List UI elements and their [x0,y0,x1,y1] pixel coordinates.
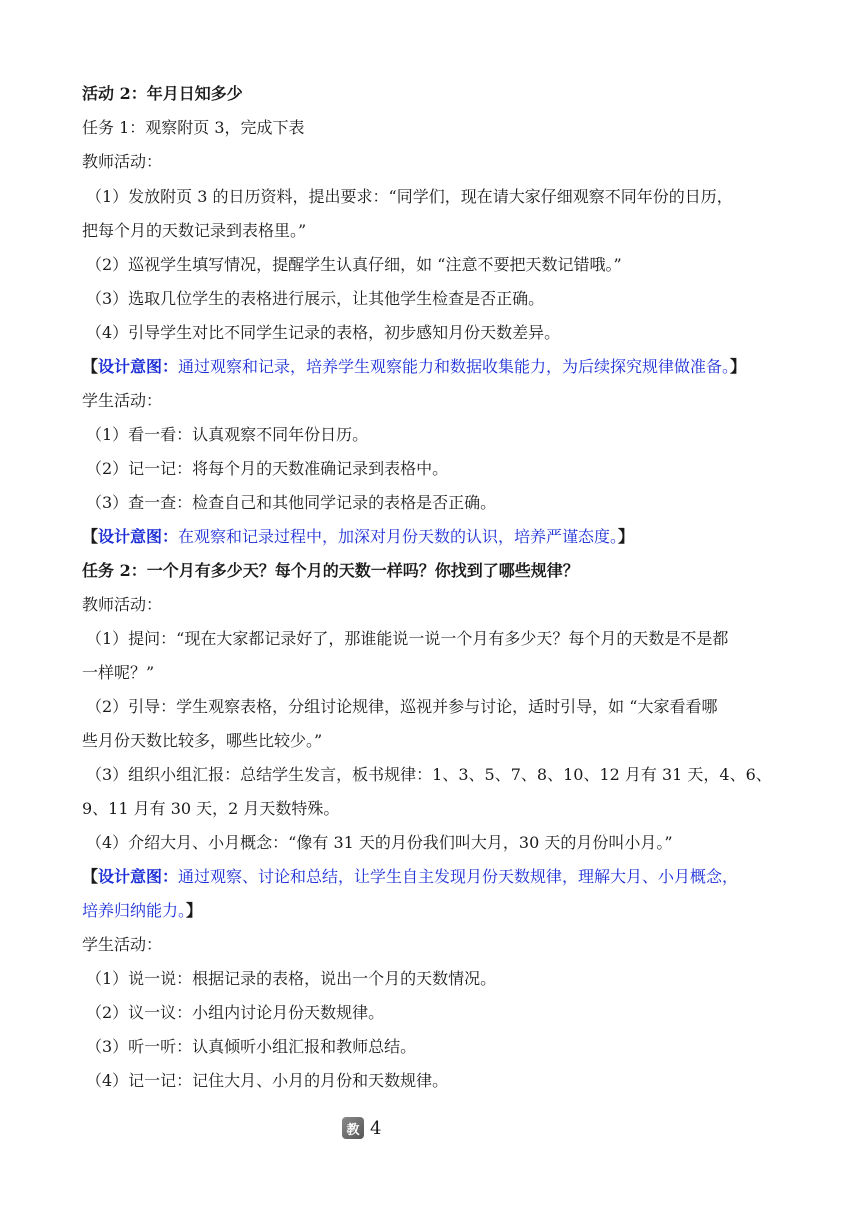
design-text: 通过观察、讨论和总结，让学生自主发现月份天数规律，理解大月、小月概念， [178,867,739,886]
task1-student-item: （2）记一记：将每个月的天数准确记录到表格中。 [86,459,449,478]
task1-student-item: （1）看一看：认真观察不同年份日历。 [86,425,369,444]
task1-title: 任务 1：观察附页 3，完成下表 [82,118,305,137]
task1-design-intent-2 [82,527,782,547]
design-bracket-close: 】 [730,357,747,376]
task2-student-item: （3）听一听：认真倾听小组汇报和教师总结。 [86,1037,417,1056]
task1-teacher-item: 把每个月的天数记录到表格里。” [82,221,307,240]
task2-student-item: （4）记一记：记住大月、小月的月份和天数规律。 [86,1071,449,1090]
design-label: 设计意图： [98,357,179,376]
task2-teacher-item: 9、11 月有 30 天，2 月天数特殊。 [82,799,340,818]
task1-teacher-item: （1）发放附页 3 的日历资料，提出要求：“同学们，现在请大家仔细观察不同年份的日历， [86,187,733,206]
task2-title: 任务 2：一个月有多少天？每个月的天数一样吗？你找到了哪些规律？ [82,561,579,580]
task2-teacher-item: 些月份天数比较多，哪些比较少。” [82,731,323,750]
task2-design-intent-cont [82,901,782,921]
page-footer [342,1115,381,1141]
task2-design-intent [82,867,782,887]
task1-student-label: 学生活动： [82,391,163,410]
design-bracket-open: 【 [82,527,99,546]
design-bracket-open: 【 [82,867,99,886]
design-label: 设计意图： [98,527,179,546]
page-number: 4 [370,1117,382,1139]
task2-teacher-item: 一样呢？” [82,663,155,682]
design-label: 设计意图： [98,867,179,886]
design-text: 培养归纳能力。 [82,901,187,920]
task2-student-label: 学生活动： [82,935,163,954]
design-bracket-close: 】 [186,901,203,920]
task2-student-item: （2）议一议：小组内讨论月份天数规律。 [86,1003,385,1022]
design-bracket-open: 【 [82,357,99,376]
task1-teacher-item: （2）巡视学生填写情况，提醒学生认真仔细，如 “注意不要把天数记错哦。” [86,255,622,274]
task2-teacher-label: 教师活动： [82,595,163,614]
task2-teacher-item: （3）组织小组汇报：总结学生发言，板书规律：1、3、5、7、8、10、12 月有 31 天，4、6、 [86,765,772,784]
task2-teacher-item: （1）提问：“现在大家都记录好了，那谁能说一说一个月有多少天？每个月的天数是不是都 [86,629,729,648]
design-bracket-close: 】 [618,527,635,546]
design-text: 通过观察和记录，培养学生观察能力和数据收集能力，为后续探究规律做准备。 [178,357,731,376]
task1-teacher-item: （3）选取几位学生的表格进行展示，让其他学生检查是否正确。 [86,289,545,308]
task1-student-item: （3）查一查：检查自己和其他同学记录的表格是否正确。 [86,493,497,512]
task1-design-intent [82,357,782,377]
task1-teacher-label: 教师活动： [82,152,163,171]
task2-teacher-item: （2）引导：学生观察表格，分组讨论规律，巡视并参与讨论，适时引导，如 “大家看看哪 [86,697,718,716]
task1-teacher-item: （4）引导学生对比不同学生记录的表格，初步感知月份天数差异。 [86,323,561,342]
task2-student-item: （1）说一说：根据记录的表格，说出一个月的天数情况。 [86,969,497,988]
jiao-badge-icon: 教 [342,1117,364,1139]
task2-teacher-item: （4）介绍大月、小月概念：“像有 31 天的月份我们叫大月，30 天的月份叫小月。” [86,833,673,852]
activity-heading: 活动 2：年月日知多少 [82,84,243,103]
design-text: 在观察和记录过程中，加深对月份天数的认识，培养严谨态度。 [178,527,619,546]
